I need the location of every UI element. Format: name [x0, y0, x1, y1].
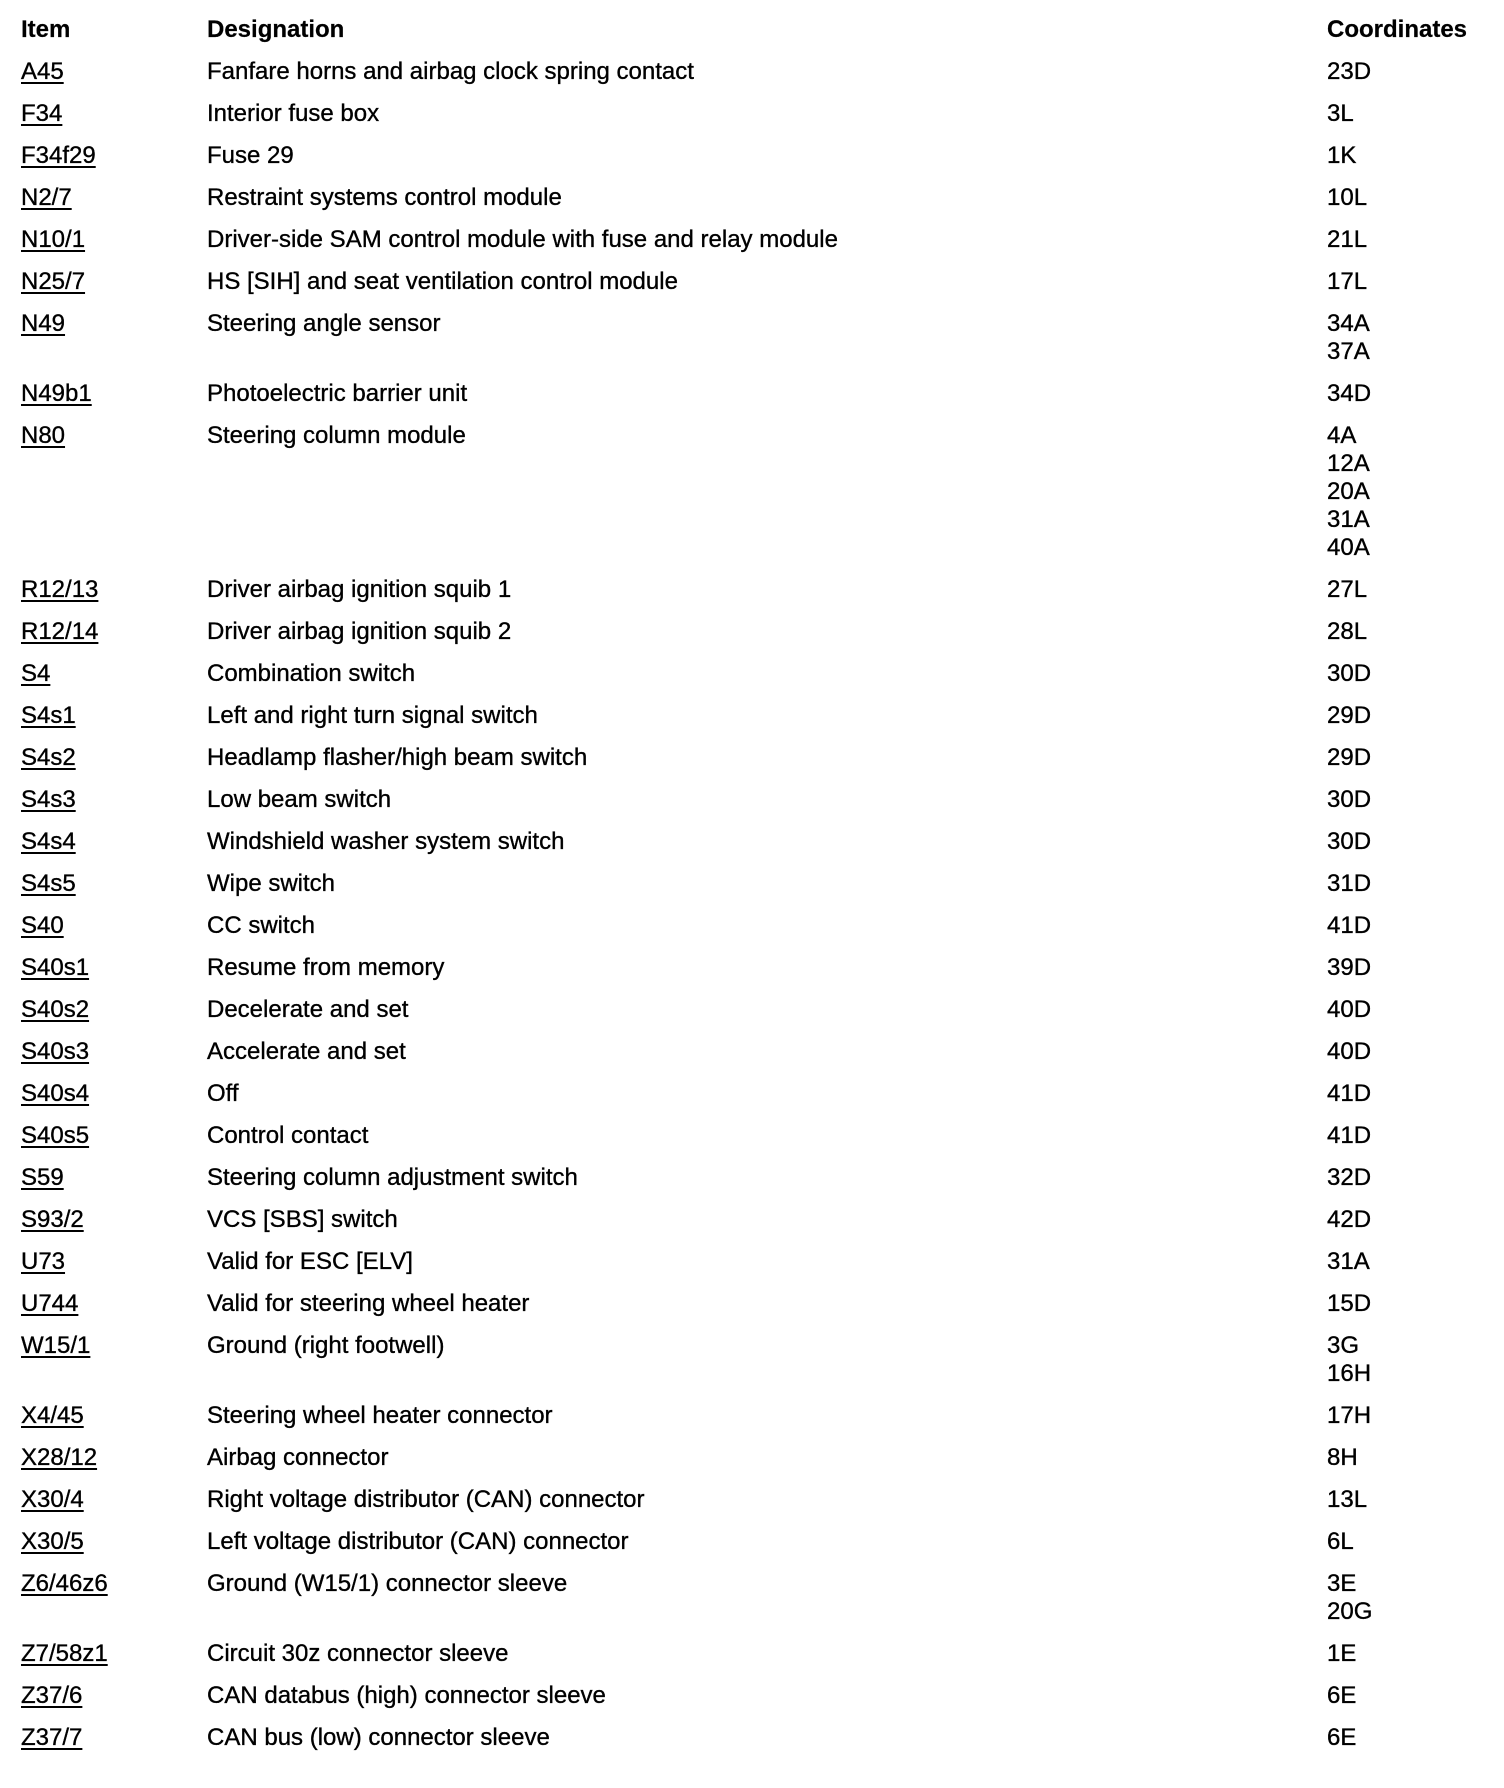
designation-cell: Decelerate and set [207, 996, 409, 1023]
designation-cell: Low beam switch [207, 786, 392, 813]
item-link[interactable]: S4s2 [21, 744, 76, 771]
designation-cell: Left and right turn signal switch [207, 702, 538, 729]
designation-cell: Steering angle sensor [207, 310, 441, 337]
coordinate-value: 37A [1327, 338, 1370, 365]
designation-cell: Fanfare horns and airbag clock spring contact [207, 58, 694, 85]
designation-column-header: Designation [207, 16, 345, 43]
designation-cell: Ground (W15/1) connector sleeve [207, 1570, 568, 1597]
designation-cell: Left voltage distributor (CAN) connector [207, 1528, 629, 1555]
coordinates-cell [1327, 660, 1371, 688]
item-link[interactable]: X4/45 [21, 1402, 84, 1429]
coordinates-cell [1327, 380, 1371, 408]
coordinate-value: 31A [1327, 1248, 1370, 1275]
coordinate-value: 41D [1327, 1122, 1372, 1149]
coordinates-cell [1327, 184, 1367, 212]
coordinate-value: 6E [1327, 1682, 1357, 1709]
coordinates-cell [1327, 912, 1371, 940]
item-link[interactable]: N49 [21, 310, 66, 337]
designation-cell: CAN bus (low) connector sleeve [207, 1724, 550, 1751]
designation-cell: Driver airbag ignition squib 2 [207, 618, 512, 645]
coordinate-value: 20G [1327, 1598, 1373, 1625]
item-link[interactable]: F34f29 [21, 142, 96, 169]
item-link[interactable]: N80 [21, 422, 66, 449]
coordinates-cell [1327, 1164, 1371, 1192]
item-link[interactable]: S4 [21, 660, 51, 687]
coordinates-cell [1327, 268, 1367, 296]
coordinate-value: 30D [1327, 828, 1372, 855]
coordinates-cell [1327, 422, 1370, 562]
coordinates-cell [1327, 1248, 1370, 1276]
coordinate-value: 6E [1327, 1724, 1357, 1751]
coordinate-value: 40A [1327, 534, 1370, 561]
item-column-header: Item [21, 16, 71, 43]
coordinate-value: 41D [1327, 1080, 1372, 1107]
coordinate-value: 32D [1327, 1164, 1372, 1191]
designation-cell: Combination switch [207, 660, 416, 687]
item-link[interactable]: S93/2 [21, 1206, 84, 1233]
coordinate-value: 31D [1327, 870, 1372, 897]
coordinates-cell [1327, 1724, 1356, 1752]
designation-cell: Control contact [207, 1122, 369, 1149]
designation-cell: Wipe switch [207, 870, 336, 897]
item-link[interactable]: R12/14 [21, 618, 99, 645]
item-link[interactable]: N49b1 [21, 380, 92, 407]
coordinates-cell [1327, 1528, 1354, 1556]
coordinates-cell [1327, 1402, 1371, 1430]
coordinate-value: 3G [1327, 1332, 1360, 1359]
designation-cell: Steering column adjustment switch [207, 1164, 578, 1191]
designation-cell: VCS [SBS] switch [207, 1206, 398, 1233]
coordinates-cell [1327, 996, 1371, 1024]
coordinates-cell [1327, 100, 1354, 128]
item-link[interactable]: U73 [21, 1248, 66, 1275]
coordinates-cell [1327, 828, 1371, 856]
item-link[interactable]: Z6/46z6 [21, 1570, 108, 1597]
coordinate-value: 29D [1327, 744, 1372, 771]
item-link[interactable]: N10/1 [21, 226, 86, 253]
designation-cell: Windshield washer system switch [207, 828, 565, 855]
coordinate-value: 31A [1327, 506, 1370, 533]
item-link[interactable]: S40s4 [21, 1080, 90, 1107]
item-link[interactable]: S40s5 [21, 1122, 90, 1149]
item-link[interactable]: S40s2 [21, 996, 90, 1023]
coordinate-value: 27L [1327, 576, 1368, 603]
designation-cell: Restraint systems control module [207, 184, 562, 211]
coordinates-cell [1327, 58, 1371, 86]
item-link[interactable]: F34 [21, 100, 63, 127]
coordinates-cell [1327, 1206, 1371, 1234]
coordinate-value: 34D [1327, 380, 1372, 407]
item-link[interactable]: X30/5 [21, 1528, 84, 1555]
coordinate-value: 28L [1327, 618, 1368, 645]
item-link[interactable]: W15/1 [21, 1332, 91, 1359]
coordinates-cell [1327, 576, 1367, 604]
coordinate-value: 30D [1327, 660, 1372, 687]
item-link[interactable]: S59 [21, 1164, 64, 1191]
coordinate-value: 39D [1327, 954, 1372, 981]
coordinate-value: 21L [1327, 226, 1368, 253]
designation-cell: Airbag connector [207, 1444, 389, 1471]
coordinate-value: 29D [1327, 702, 1372, 729]
coordinates-cell [1327, 1444, 1358, 1472]
designation-cell: HS [SIH] and seat ventilation control module [207, 268, 678, 295]
coordinates-cell [1327, 1570, 1372, 1626]
coordinates-cell [1327, 226, 1367, 254]
coordinate-value: 30D [1327, 786, 1372, 813]
coordinates-cell [1327, 1332, 1371, 1388]
item-link[interactable]: S4s5 [21, 870, 76, 897]
designation-cell: Ground (right footwell) [207, 1332, 445, 1359]
item-link[interactable]: A45 [21, 58, 64, 85]
designation-cell: Driver airbag ignition squib 1 [207, 576, 512, 603]
item-link[interactable]: Z37/7 [21, 1724, 83, 1751]
designation-cell: CAN databus (high) connector sleeve [207, 1682, 606, 1709]
item-link[interactable]: S4s1 [21, 702, 76, 729]
coordinates-cell [1327, 1122, 1371, 1150]
coordinates-cell [1327, 870, 1371, 898]
item-link[interactable]: S40s1 [21, 954, 90, 981]
designation-cell: Fuse 29 [207, 142, 294, 169]
coordinates-cell [1327, 1640, 1356, 1668]
designation-cell: Circuit 30z connector sleeve [207, 1640, 509, 1667]
coordinate-value: 1E [1327, 1640, 1357, 1667]
item-link[interactable]: N25/7 [21, 268, 86, 295]
designation-cell: Resume from memory [207, 954, 445, 981]
coordinate-value: 13L [1327, 1486, 1368, 1513]
item-link[interactable]: N2/7 [21, 184, 72, 211]
coordinates-cell [1327, 786, 1371, 814]
coordinate-value: 41D [1327, 912, 1372, 939]
coordinate-value: 23D [1327, 58, 1372, 85]
coordinates-cell [1327, 702, 1371, 730]
coordinate-value: 6L [1327, 1528, 1354, 1555]
coordinate-value: 17H [1327, 1402, 1372, 1429]
designation-cell: CC switch [207, 912, 316, 939]
item-link[interactable]: Z7/58z1 [21, 1640, 108, 1667]
item-link[interactable]: S4s4 [21, 828, 76, 855]
coordinate-value: 40D [1327, 996, 1372, 1023]
coordinate-value: 8H [1327, 1444, 1358, 1471]
designation-cell: Steering wheel heater connector [207, 1402, 553, 1429]
designation-cell: Valid for steering wheel heater [207, 1290, 530, 1317]
designation-cell: Accelerate and set [207, 1038, 406, 1065]
item-link[interactable]: S40 [21, 912, 64, 939]
item-link[interactable]: U744 [21, 1290, 79, 1317]
designation-cell: Valid for ESC [ELV] [207, 1248, 413, 1275]
coordinate-value: 42D [1327, 1206, 1372, 1233]
coordinates-cell [1327, 744, 1371, 772]
coordinate-value: 16H [1327, 1360, 1372, 1387]
coordinates-cell [1327, 1682, 1356, 1710]
item-link[interactable]: S40s3 [21, 1038, 90, 1065]
designation-cell: Off [207, 1080, 239, 1107]
coordinates-cell [1327, 954, 1371, 982]
coordinates-cell [1327, 1486, 1367, 1514]
coordinates-cell [1327, 1080, 1371, 1108]
coordinate-value: 34A [1327, 310, 1370, 337]
coordinates-column-header: Coordinates [1327, 16, 1468, 43]
item-link[interactable]: Z37/6 [21, 1682, 83, 1709]
item-link[interactable]: R12/13 [21, 576, 99, 603]
designation-cell: Headlamp flasher/high beam switch [207, 744, 588, 771]
coordinates-cell [1327, 142, 1356, 170]
coordinate-value: 3L [1327, 100, 1354, 127]
coordinate-value: 4A [1327, 422, 1357, 449]
coordinate-value: 15D [1327, 1290, 1372, 1317]
coordinates-cell [1327, 618, 1367, 646]
coordinates-cell [1327, 1038, 1371, 1066]
designation-cell: Right voltage distributor (CAN) connector [207, 1486, 645, 1513]
coordinate-value: 40D [1327, 1038, 1372, 1065]
designation-cell: Steering column module [207, 422, 466, 449]
designation-cell: Photoelectric barrier unit [207, 380, 468, 407]
designation-cell: Interior fuse box [207, 100, 380, 127]
coordinates-cell [1327, 310, 1370, 366]
item-link[interactable]: X30/4 [21, 1486, 84, 1513]
coordinates-cell [1327, 1290, 1371, 1318]
coordinate-value: 3E [1327, 1570, 1357, 1597]
coordinate-value: 17L [1327, 268, 1368, 295]
item-link[interactable]: S4s3 [21, 786, 76, 813]
coordinate-value: 10L [1327, 184, 1368, 211]
item-link[interactable]: X28/12 [21, 1444, 98, 1471]
designation-cell: Driver-side SAM control module with fuse and relay module [207, 226, 838, 253]
coordinate-value: 1K [1327, 142, 1357, 169]
coordinate-value: 20A [1327, 478, 1370, 505]
coordinate-value: 12A [1327, 450, 1370, 477]
